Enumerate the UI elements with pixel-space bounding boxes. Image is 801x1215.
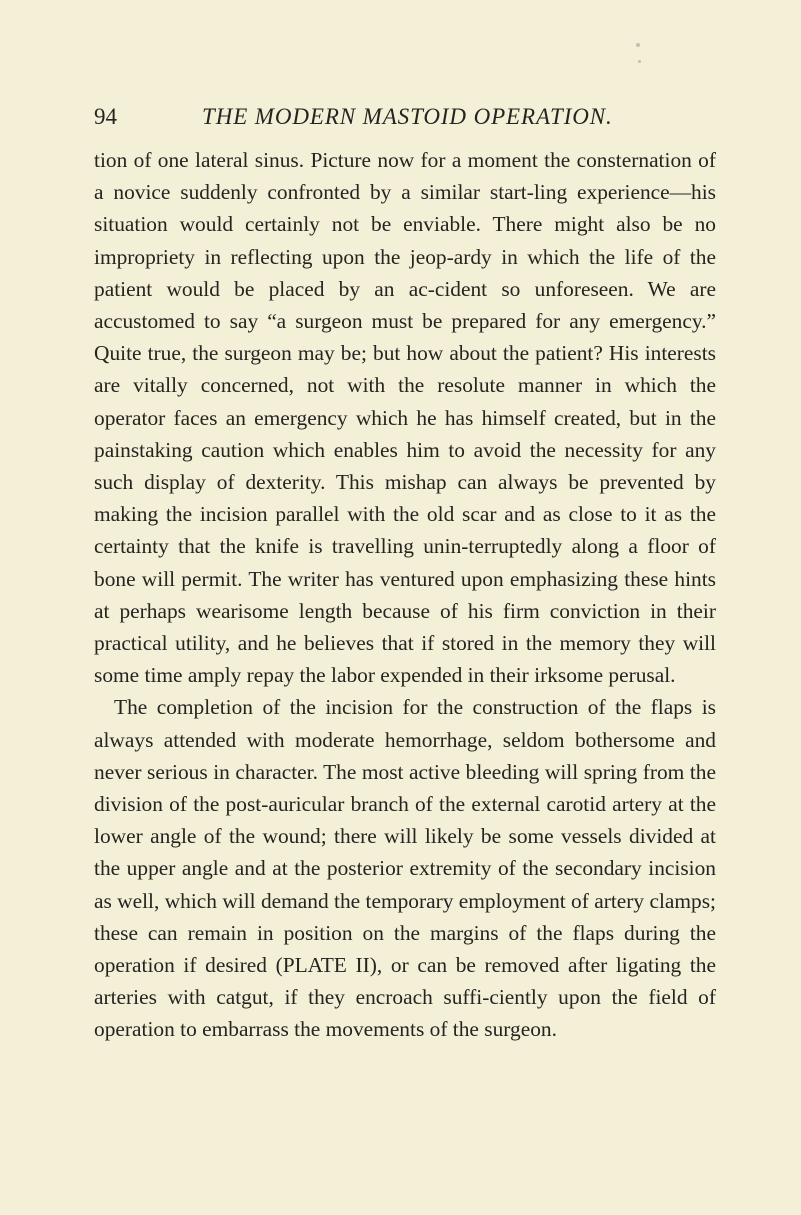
running-head (94, 100, 724, 134)
paragraph: tion of one lateral sinus. Picture now for a moment the consternation of a novice suddenly confronted by a similar start-ling experience—his situation would certainly not be enviable. There might also be no impropriety in reflecting upon the jeop-ardy in which the life of the patient would be placed by an ac-cident so unforeseen. We are accustomed to say “a surgeon must be prepared for any emergency.” Quite true, the surgeon may be; but how about the patient? His interests are vitally concerned, not with the resolute manner in which the operator faces an emergency which he has himself created, but in the painstaking caution which enables him to avoid the necessity for any such display of dexterity. This mishap can always be prevented by making the incision parallel with the old scar and as close to it as the certainty that the knife is travelling unin-terruptedly along a floor of bone will permit. The writer has ventured upon emphasizing these hints at perhaps wearisome length because of his firm conviction in their practical utility, and he believes that if stored in the memory they will some time amply repay the labor expended in their irksome perusal. (94, 148, 716, 688)
paragraph: The completion of the incision for the construction of the flaps is always attended with moderate hemorrhage, seldom bothersome and never serious in character. The most active bleeding will spring from the division of the post-auricular branch of the external carotid artery at the lower angle of the wound; there will likely be some vessels divided at the upper angle and at the posterior extremity of the secondary incision as well, which will demand the temporary employment of artery clamps; these can remain in position on the margins of the flaps during the operation if desired (PLATE II), or can be removed after ligating the arteries with catgut, if they encroach suffi-ciently upon the field of operation to embarrass the movements of the surgeon. (94, 695, 716, 1042)
page-number: 94 (94, 104, 117, 129)
paper-speck (636, 43, 640, 47)
paper-speck (638, 60, 641, 63)
running-title: THE MODERN MASTOID OPERATION. (202, 104, 613, 129)
body-text (94, 144, 716, 1046)
